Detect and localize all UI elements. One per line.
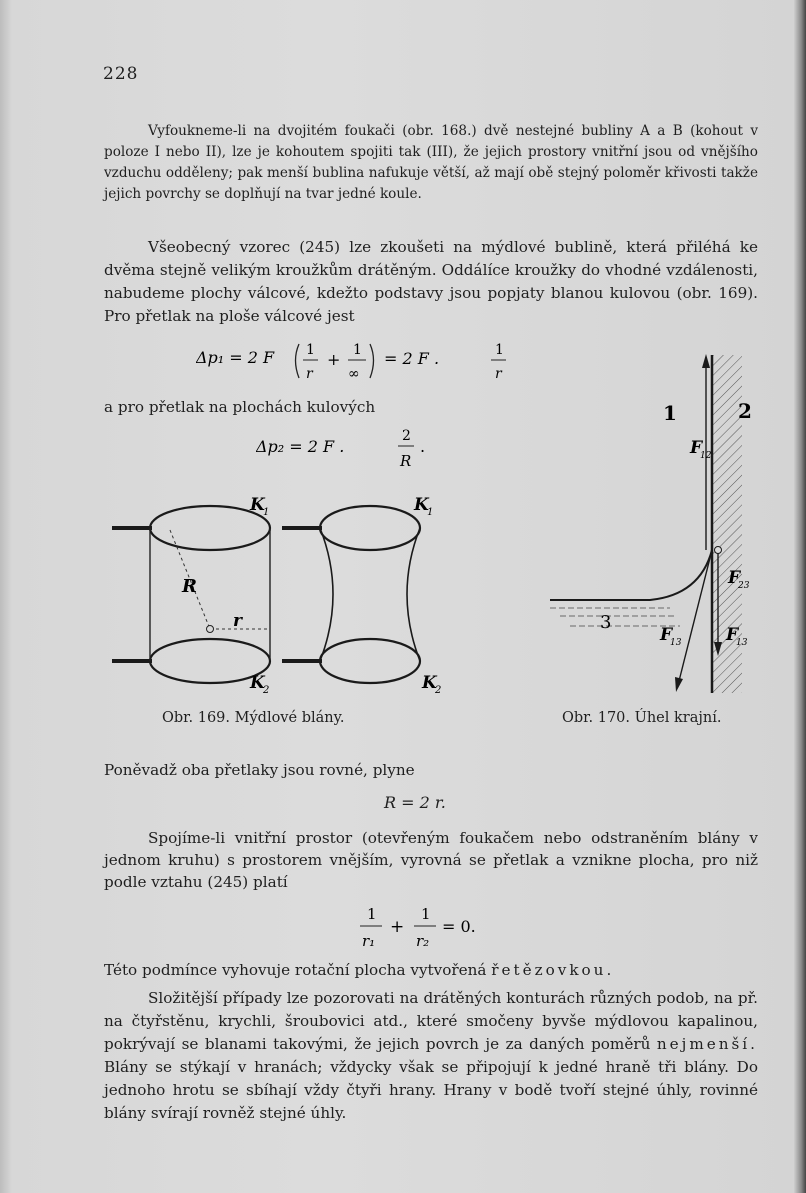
catenoid-left-edge (320, 528, 333, 661)
equation-3: R = 2 r. (384, 793, 446, 812)
eq4-end: = 0. (442, 917, 476, 936)
page-edge-shadow (794, 0, 806, 1193)
paragraph-2: Všeobecný vzorec (245) lze zkoušeti na mýdlové bublině, která přiléhá ke dvěma stejně velikým kroužkům drátěným. Oddálíce kroužky do vhodné vzdálenosti, nabudeme plochy válcové, kdežto podstavy jsou popjaty blanou kulovou (obr. 169). Pro přetlak na ploše válcové jest (104, 238, 758, 325)
label-K1-left: K (250, 495, 265, 515)
label-F12-sub: 12 (700, 451, 712, 461)
catenoid-right-edge (407, 528, 420, 661)
figure-169 (110, 488, 480, 703)
label-F13-right: F (726, 625, 739, 645)
label-F13-right-sub: 13 (736, 638, 748, 648)
caption-figure-169: Obr. 169. Mýdlové blány. (162, 710, 345, 726)
eq4-n2: 1 (421, 905, 431, 923)
paragraph-4: Poněvadž oba přetlaky jsou rovné, plyne (104, 761, 415, 779)
label-region-3: 3 (600, 612, 612, 633)
eq1-d2: ∞ (348, 366, 360, 382)
label-F13-left-sub: 13 (670, 638, 682, 648)
equation-4 (356, 902, 506, 954)
label-K2-right: K (422, 673, 437, 693)
label-K2-right-sub: 2 (435, 685, 442, 696)
label-region-1: 1 (663, 401, 677, 425)
label-F12: F (690, 438, 703, 458)
label-F13-left: F (660, 625, 673, 645)
eq1-mid: = 2 F . (384, 349, 440, 368)
eq2-lhs: Δp₂ = 2 F . (256, 437, 345, 456)
label-K2-left-sub: 2 (263, 685, 270, 696)
eq4-d1: r₁ (362, 932, 376, 950)
label-K1-left-sub: 1 (263, 507, 270, 518)
label-K1-right-sub: 1 (427, 507, 434, 518)
page-number: 228 (103, 64, 139, 84)
label-F23-sub: 23 (738, 581, 750, 591)
eq4-plus: + (390, 917, 405, 937)
eq1-lhs: Δp₁ = 2 F (196, 348, 275, 367)
emphasis-retezovkou: řetězovkou. (491, 961, 615, 979)
meniscus (550, 550, 712, 600)
eq2-end: . (420, 437, 426, 456)
eq2-den: R (400, 452, 412, 470)
label-F23: F (728, 568, 741, 588)
ring-top-right (320, 506, 420, 550)
paragraph-7-text-a: Složitější případy lze pozorovati na drátěných konturách různých podob, na př. na čtyřstěnu, krychli, šroubovici atd., které smočeny byvše mýdlovou kapalinou, pokrývají se blanami takovými, že jejich povrch je za daných poměrů (104, 989, 758, 1053)
caption-figure-170: Obr. 170. Úhel krajní. (562, 710, 722, 726)
equation-2 (256, 422, 446, 474)
label-R: R (182, 576, 197, 597)
equation-1 (196, 336, 526, 388)
eq1-d1: r (306, 366, 313, 382)
paragraph-5: Spojíme-li vnitřní prostor (otevřeným foukačem nebo odstraněním blány v jednom kruhu) s prostorem vnějším, vyrovná se přetlak a vznikne plocha, pro niž podle vztahu (245) platí (104, 829, 758, 891)
label-K1-right: K (414, 495, 429, 515)
eq4-d2: r₂ (416, 932, 430, 950)
figure-170 (540, 350, 755, 700)
eq1-d3: r (495, 366, 502, 382)
label-region-2: 2 (738, 399, 752, 423)
paragraph-7 (104, 987, 758, 1125)
eq1-n1: 1 (306, 342, 315, 358)
paragraph-7-text-c: Blány se stýkají v hranách; vždycky však se připojují k jedné hraně tři blány. Do jednoho hrotu se sbíhají vždy čtyři hrany. Hrany v bodě tvoří stejné úhly, rovinné blány svírají rovněž stejné úhly. (104, 1058, 758, 1122)
paragraph-6-text: Této podmínce vyhovuje rotační plocha vytvořená (104, 961, 492, 979)
label-K2-left: K (250, 673, 265, 693)
eq2-num: 2 (402, 428, 411, 444)
eq1-n2: 1 (353, 342, 362, 358)
emphasis-nejmensi: nejmenší. (656, 1035, 758, 1053)
paragraph-1: Vyfoukneme-li na dvojitém foukači (obr. 168.) dvě nestejné bubliny A a B (kohout v poloze I nebo II), lze je kohoutem spojiti tak (III), že jejich prostory vnitřní jsou od vnějšího vzduchu odděleny; pak menší bublina nafukuje větší, až mají obě stejný poloměr křivosti takže jejich povrchy se doplňují na tvar jedné koule. (104, 123, 758, 202)
eq4-n1: 1 (367, 905, 377, 923)
paragraph-6 (104, 960, 758, 981)
paragraph-3: a pro přetlak na plochách kulových (104, 398, 376, 416)
label-r: r (233, 611, 242, 631)
ring-bottom-right (320, 639, 420, 683)
eq1-plus: + (327, 350, 341, 369)
eq1-n3: 1 (495, 342, 504, 358)
